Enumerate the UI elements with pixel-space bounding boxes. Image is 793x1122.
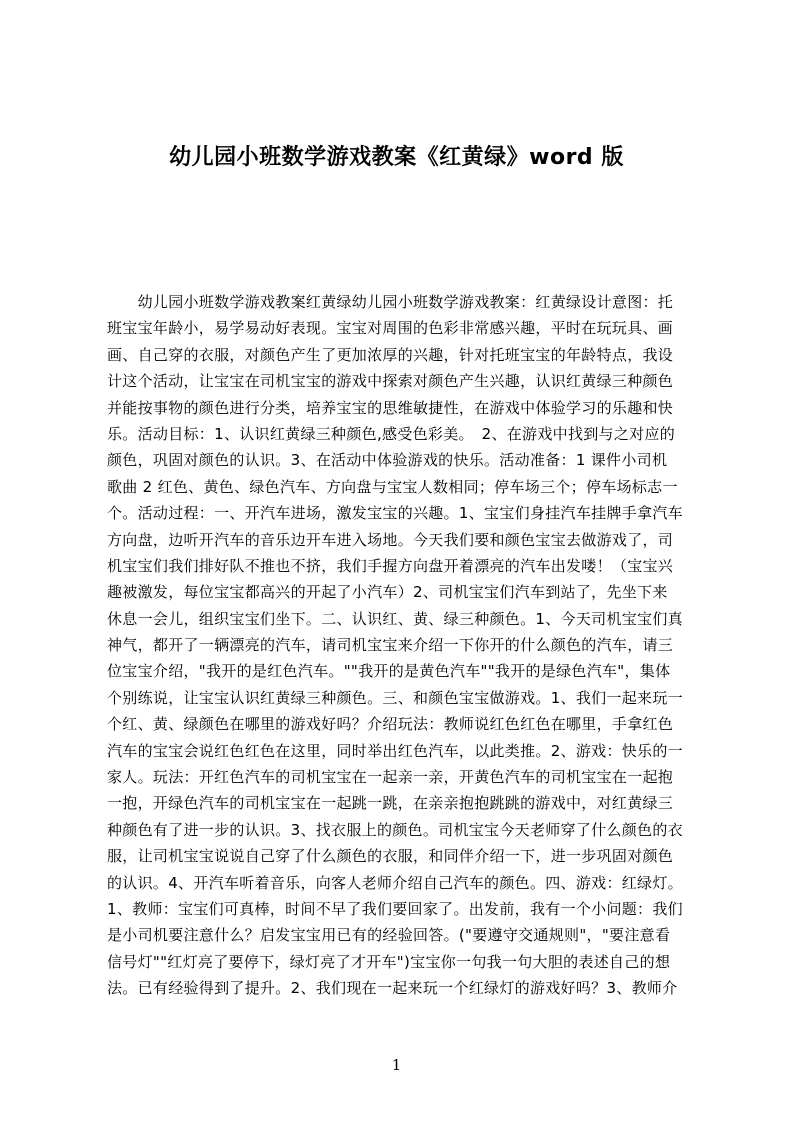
body-line: 个别练说，让宝宝认识红黄绿三种颜色。三、和颜色宝宝做游戏。1、我们一起来玩一 <box>107 688 683 707</box>
body-line: 的认识。4、开汽车听着音乐，向客人老师介绍自己汽车的颜色。四、游戏：红绿灯。 <box>107 873 683 892</box>
body-line: 计这个活动，让宝宝在司机宝宝的游戏中探索对颜色产生兴趣，认识红黄绿三种颜色 <box>107 372 674 391</box>
body-line: 休息一会儿，组织宝宝们坐下。二、认识红、黄、绿三种颜色。1、今天司机宝宝们真 <box>107 609 683 628</box>
document-title: 幼儿园小班数学游戏教案《红黄绿》word 版 <box>169 145 624 170</box>
page-number: 1 <box>391 1056 402 1074</box>
body-line: 个红、黄、绿颜色在哪里的游戏好吗？介绍玩法：教师说红色红色在哪里，手拿红色 <box>107 715 674 734</box>
body-line: 信号灯""红灯亮了要停下，绿灯亮了才开车")宝宝你一句我一句大胆的表述自己的想 <box>107 952 671 971</box>
body-line: 1、教师：宝宝们可真棒，时间不早了我们要回家了。出发前，我有一个小问题：我们 <box>107 899 683 918</box>
body-line: 歌曲 2 红色、黄色、绿色汽车、方向盘与宝宝人数相同；停车场三个；停车场标志一 <box>107 477 678 496</box>
body-line: 机宝宝们我们排好队不推也不挤，我们手握方向盘开着漂亮的汽车出发喽！（宝宝兴 <box>107 556 674 575</box>
body-line: 个。活动过程：一、开汽车进场，激发宝宝的兴趣。1、宝宝们身挂汽车挂牌手拿汽车 <box>107 504 683 523</box>
body-line: 服，让司机宝宝说说自己穿了什么颜色的衣服，和同伴介绍一下，进一步巩固对颜色 <box>107 847 674 866</box>
body-line: 并能按事物的颜色进行分类，培养宝宝的思维敏捷性，在游戏中体验学习的乐趣和快 <box>107 398 674 417</box>
body-line: 家人。玩法：开红色汽车的司机宝宝在一起亲一亲，开黄色汽车的司机宝宝在一起抱 <box>107 768 674 787</box>
body-line: 法。已有经验得到了提升。2、我们现在一起来玩一个红绿灯的游戏好吗？3、教师介 <box>107 979 678 998</box>
body-line: 趣被激发，每位宝宝都高兴的开起了小汽车）2、司机宝宝们汽车到站了，先坐下来 <box>107 583 668 602</box>
body-line: 种颜色有了进一步的认识。3、找衣服上的颜色。司机宝宝今天老师穿了什么颜色的衣 <box>107 820 683 839</box>
body-line: 幼儿园小班数学游戏教案红黄绿幼儿园小班数学游戏教案：红黄绿设计意图：托 <box>107 293 674 311</box>
body-line: 神气，都开了一辆漂亮的汽车，请司机宝宝来介绍一下你开的什么颜色的汽车，请三 <box>107 636 674 655</box>
body-line: 汽车的宝宝会说红色红色在这里，同时举出红色汽车，以此类推。2、游戏：快乐的一 <box>107 741 683 760</box>
document-body <box>107 289 697 1002</box>
body-line: 一抱，开绿色汽车的司机宝宝在一起跳一跳，在亲亲抱抱跳跳的游戏中，对红黄绿三 <box>107 794 674 813</box>
body-line: 乐。活动目标：1、认识红黄绿三种颜色,感受色彩美。 2、在游戏中找到与之对应的 <box>107 424 676 443</box>
body-line: 是小司机要注意什么？启发宝宝用已有的经验回答。("要遵守交通规则"，"要注意看 <box>107 926 671 945</box>
body-line: 方向盘，边听开汽车的音乐边开车进入场地。今天我们要和颜色宝宝去做游戏了，司 <box>107 530 674 549</box>
body-line: 画、自己穿的衣服，对颜色产生了更加浓厚的兴趣，针对托班宝宝的年龄特点，我设 <box>107 345 674 364</box>
body-line: 位宝宝介绍，"我开的是红色汽车。""我开的是黄色汽车""我开的是绿色汽车"，集体 <box>107 662 671 681</box>
body-line: 颜色，巩固对颜色的认识。3、在活动中体验游戏的快乐。活动准备：1 课件小司机 <box>107 451 668 470</box>
body-line: 班宝宝年龄小，易学易动好表现。宝宝对周围的色彩非常感兴趣，平时在玩玩具、画 <box>107 319 674 338</box>
